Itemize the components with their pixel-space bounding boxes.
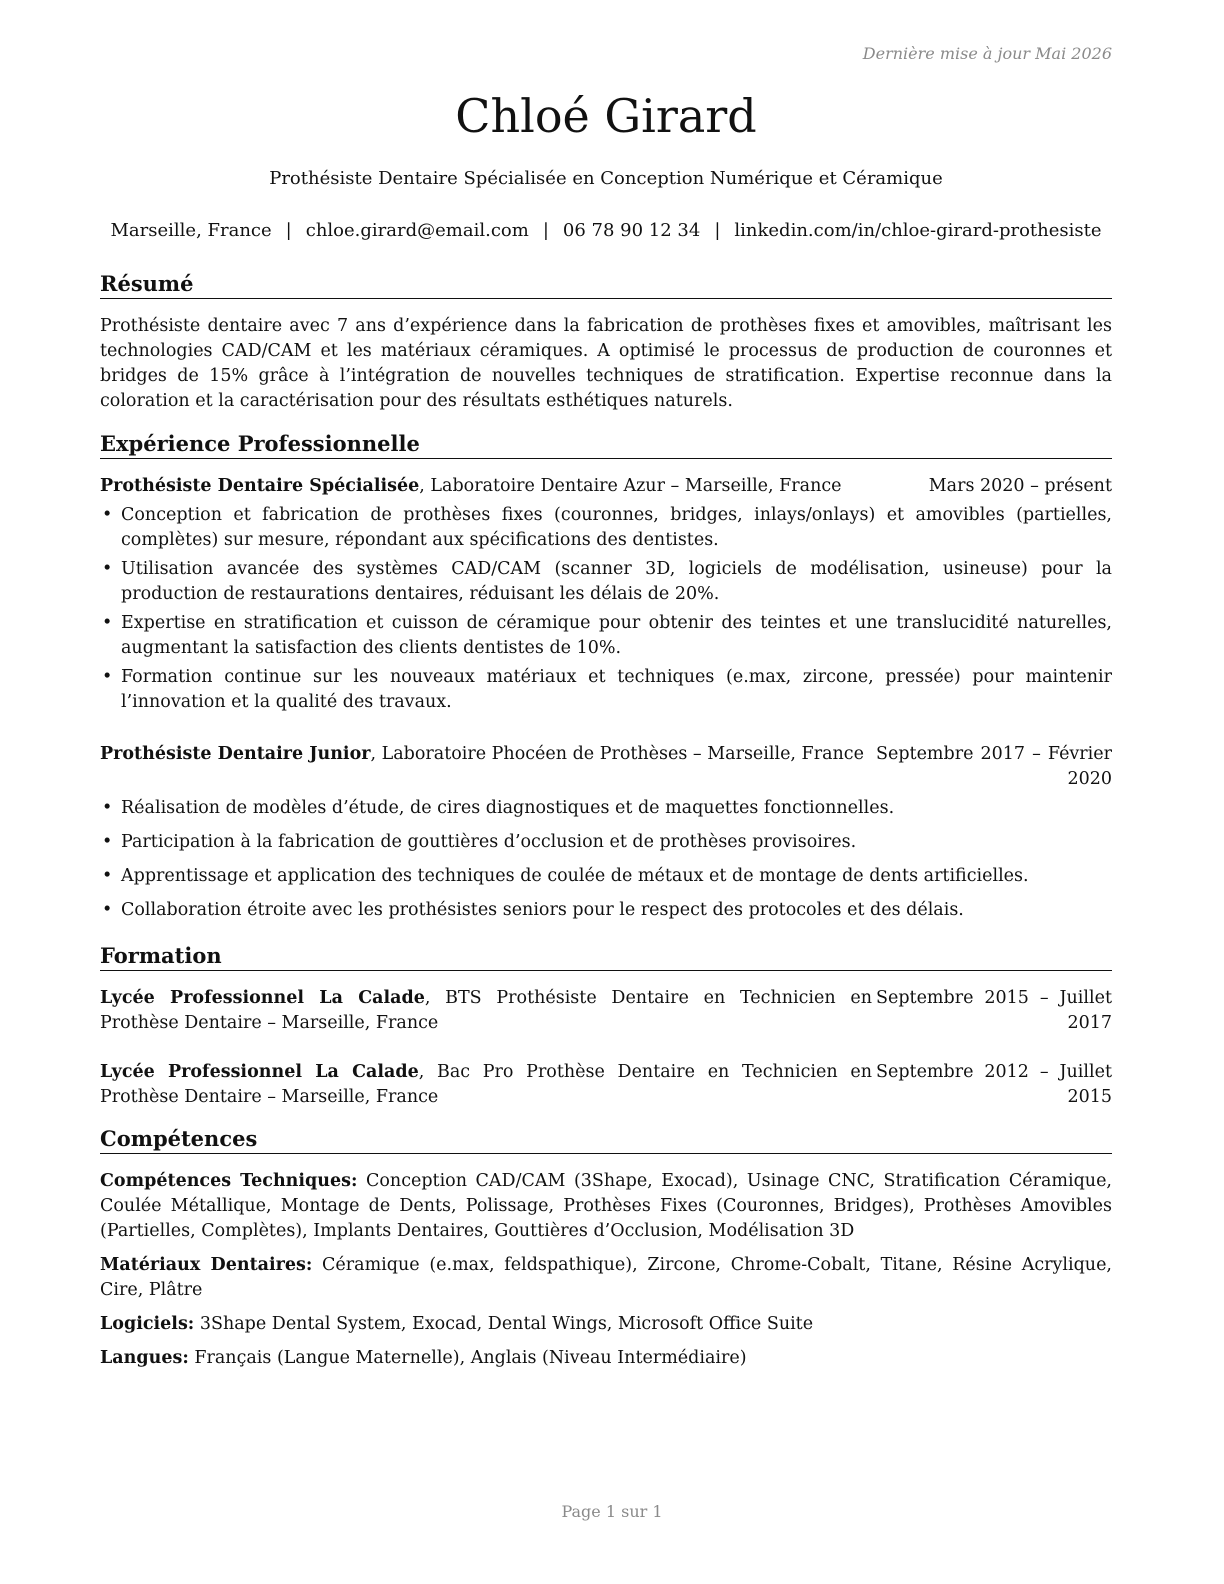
education-school: Lycée Professionnel La Calade (100, 1062, 419, 1082)
contact-location: Marseille, France (110, 220, 272, 241)
section-title-education: Formation (100, 943, 1112, 971)
education-dates-line: 2017 (1067, 1013, 1112, 1033)
skill-value: 3Shape Dental System, Exocad, Dental Wings, Microsoft Office Suite (199, 1314, 814, 1334)
list-item: • Collaboration étroite avec les prothésistes seniors pour le respect des protocoles et des délais. (100, 898, 1112, 923)
skill-value: Conception CAD/CAM (3Shape, Exocad), Usinage CNC, Stratification Céramique, Coulée Métallique, Montage de Dents, Polissage, Prothèses Fixes (Couronnes, Bridges), Prothèses Amovibles (Partielles, Complètes), Implants Dentaires, Gouttières d’Occlusion, Modélisation 3D (100, 1171, 1112, 1241)
contact-linkedin[interactable]: linkedin.com/in/chloe-girard-prothesiste (734, 220, 1102, 241)
list-item: • Apprentissage et application des techniques de coulée de métaux et de montage de dents artificielles. (100, 864, 1112, 889)
page-number: Page 1 sur 1 (561, 1502, 663, 1521)
contact-line (100, 219, 1112, 243)
list-item: • Expertise en stratification et cuisson de céramique pour obtenir des teintes et une translucidité naturelles, augmentant la satisfaction des clients dentistes de 10%. (100, 611, 1112, 661)
skill-label: Logiciels: (100, 1314, 195, 1334)
job-role: Prothésiste Dentaire Junior (100, 744, 371, 764)
contact-separator: | (542, 220, 549, 241)
contact-email[interactable]: chloe.girard@email.com (305, 220, 529, 241)
skill-row (100, 1312, 1112, 1337)
section-title-summary: Résumé (100, 271, 1112, 299)
last-updated: Dernière mise à jour Mai 2026 (862, 44, 1112, 63)
education-dates-line: Septembre 2012 – Juillet (876, 1062, 1112, 1082)
skill-row (100, 1346, 1112, 1371)
list-item: • Utilisation avancée des systèmes CAD/CAM (scanner 3D, logiciels de modélisation, usineuse) pour la production de restaurations dentaires, réduisant les délais de 20%. (100, 557, 1112, 607)
skill-row (100, 1169, 1112, 1244)
skill-row (100, 1253, 1112, 1303)
job-header (100, 742, 1112, 792)
education-school: Lycée Professionnel La Calade (100, 988, 425, 1008)
education-dates-line: 2015 (1067, 1087, 1112, 1107)
education-dates (876, 986, 1112, 1036)
summary-text: Prothésiste dentaire avec 7 ans d’expérience dans la fabrication de prothèses fixes et amovibles, maîtrisant les technologies CAD/CAM et les matériaux céramiques. A optimisé le processus de production de couronnes et bridges de 15% grâce à l’intégration de nouvelles techniques de stratification. Expertise reconnue dans la coloration et la caractérisation pour des résultats esthétiques naturels. (100, 316, 1112, 411)
education-item (100, 1060, 1112, 1110)
education-dates-line: Septembre 2015 – Juillet (876, 988, 1112, 1008)
skill-label: Matériaux Dentaires: (100, 1255, 313, 1275)
contact-separator: | (714, 220, 721, 241)
job-role: Prothésiste Dentaire Spécialisée (100, 476, 420, 496)
job-dates (876, 742, 1112, 792)
skill-label: Compétences Techniques: (100, 1171, 358, 1191)
job-bullets (100, 503, 1112, 715)
contact-separator: | (285, 220, 292, 241)
education-dates (876, 1060, 1112, 1110)
education-item (100, 986, 1112, 1036)
education-degree: , Bac Pro Prothèse Dentaire en Technicien en Prothèse Dentaire – Marseille, France (100, 1062, 872, 1107)
section-title-skills: Compétences (100, 1126, 1112, 1154)
job-dates-line: Septembre 2017 – Février (876, 744, 1112, 764)
skill-label: Langues: (100, 1348, 189, 1368)
contact-phone: 06 78 90 12 34 (562, 220, 701, 241)
list-item: • Conception et fabrication de prothèses fixes (couronnes, bridges, inlays/onlays) et amovibles (partielles, complètes) sur mesure, répondant aux spécifications des dentistes. (100, 503, 1112, 553)
skill-value: Français (Langue Maternelle), Anglais (Niveau Intermédiaire) (194, 1348, 747, 1368)
list-item: • Formation continue sur les nouveaux matériaux et techniques (e.max, zircone, pressée) pour maintenir l’innovation et la qualité des travaux. (100, 665, 1112, 715)
job-bullets (100, 796, 1112, 923)
job-dates: Mars 2020 – présent (928, 476, 1112, 496)
section-title-experience: Expérience Professionnelle (100, 431, 1112, 459)
job-organization: , Laboratoire Dentaire Azur – Marseille, France (419, 476, 842, 496)
education-degree: , BTS Prothésiste Dentaire en Technicien en Prothèse Dentaire – Marseille, France (100, 988, 872, 1033)
job-organization: , Laboratoire Phocéen de Prothèses – Marseille, France (370, 744, 864, 764)
list-item: • Réalisation de modèles d’étude, de cires diagnostiques et de maquettes fonctionnelles. (100, 796, 1112, 821)
skill-value: Céramique (e.max, feldspathique), Zircone, Chrome-Cobalt, Titane, Résine Acrylique, Cire, Plâtre (100, 1255, 1112, 1300)
job-dates-line: 2020 (1067, 769, 1112, 789)
list-item: • Participation à la fabrication de gouttières d’occlusion et de prothèses provisoires. (100, 830, 1112, 855)
candidate-name: Chloé Girard (455, 89, 757, 143)
job-headline: Prothésiste Dentaire Spécialisée en Conception Numérique et Céramique (269, 168, 943, 189)
